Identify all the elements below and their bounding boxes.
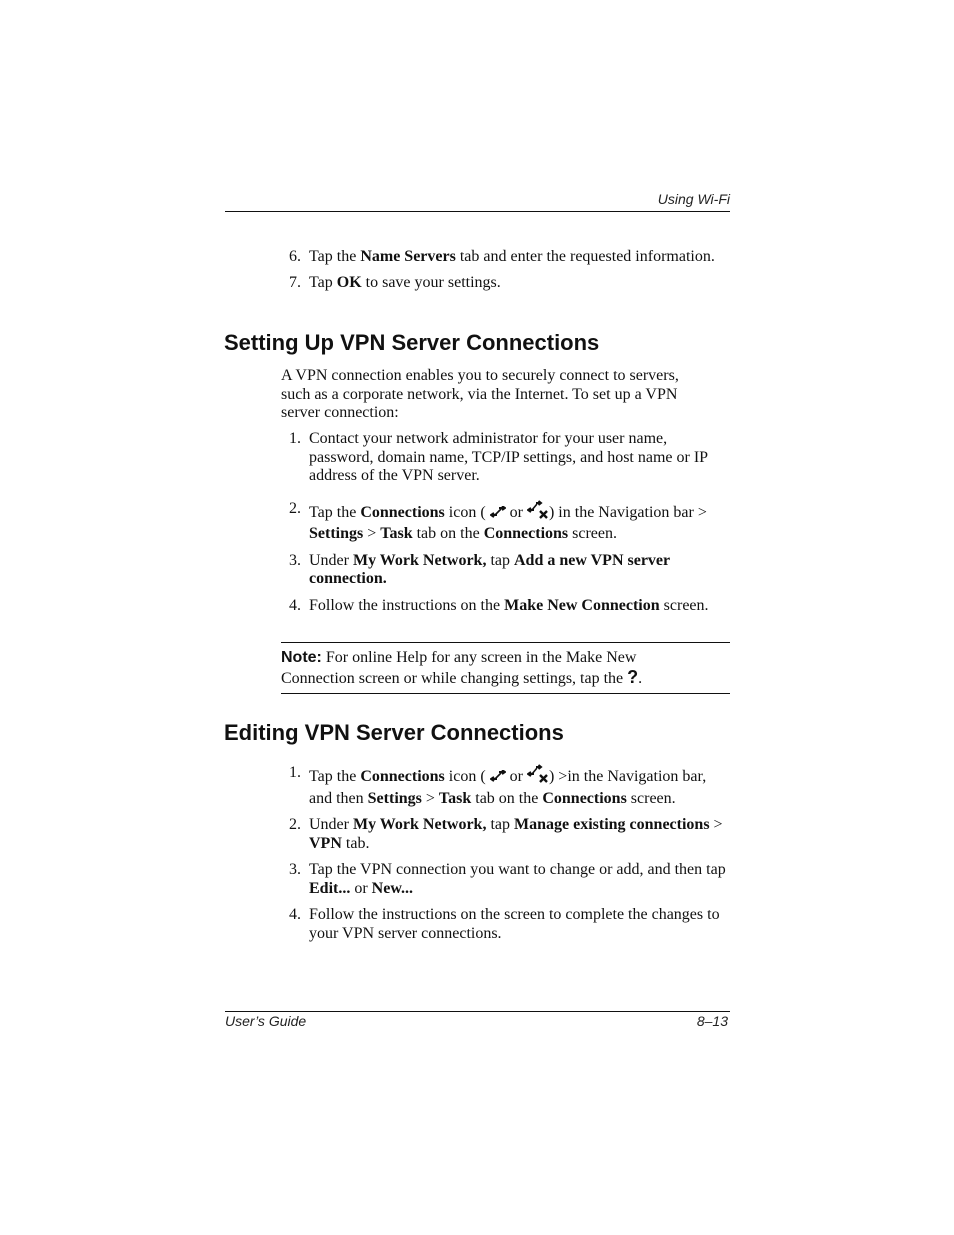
note-bottom-rule [281,693,730,694]
step-emphasis: VPN [309,834,342,852]
step-emphasis: Connections [483,525,569,542]
step-text: Tap the VPN connection you want to change or add, and then tap [309,861,726,878]
step-emphasis: Name Servers [360,248,456,265]
step-emphasis: Edit... [309,879,351,897]
step-emphasis: Task [380,525,413,542]
note-text: For online Help for any screen in the Make New Connection screen or while changing settings, tap the [281,649,637,687]
step-text: tap [486,551,514,569]
step-text: screen. [568,525,617,542]
step-text: > [363,525,381,542]
list-item [281,861,731,898]
setup-steps-list [281,430,731,623]
footer-page-number: 8–13 [696,1013,728,1029]
step-text: tab on the [471,789,543,807]
step-text: Follow the instructions on the screen to complete the changes to your VPN server connections. [309,906,720,942]
note-paragraph [281,649,681,688]
step-text: or [350,879,372,897]
step-number: 4. [289,906,301,923]
step-emphasis: OK [336,273,362,291]
connection-arrows-icon [490,770,506,790]
intro-steps-list [281,248,731,299]
step-number: 6. [289,248,301,265]
step-text: Follow the instructions on the [309,596,505,614]
step-emphasis: Connections [360,768,445,785]
step-text: icon ( [444,768,490,785]
footer-rule [225,1011,730,1012]
step-number: 4. [289,596,301,614]
section-heading-setup-vpn: Setting Up VPN Server Connections [224,330,600,355]
step-text: tab. [341,834,370,852]
header-rule [225,211,730,212]
note-top-rule [281,642,730,643]
list-item [281,906,731,943]
step-emphasis: Manage existing connections [514,816,710,833]
section-heading-editing-vpn: Editing VPN Server Connections [224,720,564,745]
step-emphasis: Add a new VPN server connection. [309,551,670,587]
step-text: icon ( [444,503,490,521]
step-number: 7. [289,273,301,291]
edit-steps-list [281,764,731,951]
step-emphasis: Connections [360,503,445,521]
list-item [281,597,731,616]
step-emphasis: Settings [309,525,364,542]
step-text: tab on the [412,525,484,542]
step-emphasis: Task [438,789,472,807]
step-text: Tap [309,273,337,291]
step-text: screen. [659,596,709,614]
section-intro-paragraph: A VPN connection enables you to securely connect to servers, such as a corporate network, via the Internet. To set up a VPN server connection: [281,367,679,421]
running-head: Using Wi-Fi [657,191,730,207]
step-emphasis: New... [371,879,413,897]
step-text: Under [309,816,353,833]
list-item [281,552,731,589]
note-end: . [638,669,643,687]
list-item [281,816,731,853]
step-text: to save your settings. [361,273,501,291]
list-item [281,274,731,293]
step-emphasis: My Work Network, [352,816,487,833]
step-text: Tap the [309,503,361,521]
step-text: Tap the [309,768,361,785]
step-emphasis: Connections [542,789,627,807]
step-text: Under [309,551,353,569]
list-item [281,764,731,808]
step-text: or [505,768,527,785]
step-text: Tap the [309,248,361,265]
step-text: > [709,816,723,833]
step-emphasis: Make New Connection [504,596,660,614]
list-item [281,248,731,267]
step-number: 1. [289,764,301,781]
list-item [281,430,731,486]
step-text: Contact your network administrator for your user name, password, domain name, TCP/IP settings, and host name or IP address of the VPN server. [309,430,708,484]
step-text: ) >in the Navigation bar, and then [309,768,707,807]
step-text: ) in the Navigation bar > [548,503,707,521]
step-number: 2. [289,499,301,517]
connection-arrows-icon [490,506,506,526]
note-label: Note: [281,649,322,666]
step-number: 3. [289,551,301,569]
footer-guide-title: User’s Guide [225,1013,307,1029]
step-text: tab and enter the requested information. [455,248,715,265]
list-item [281,500,731,544]
step-number: 2. [289,816,301,833]
help-question-icon: ? [627,666,639,687]
step-emphasis: Settings [367,789,422,807]
step-text: tap [486,816,514,833]
step-number: 3. [289,861,301,878]
connection-disconnected-icon [527,764,549,790]
connection-disconnected-icon [527,500,549,526]
step-emphasis: My Work Network, [352,551,487,569]
step-number: 1. [289,430,301,447]
step-text: or [505,503,527,521]
step-text: > [421,789,439,807]
step-text: screen. [626,789,676,807]
